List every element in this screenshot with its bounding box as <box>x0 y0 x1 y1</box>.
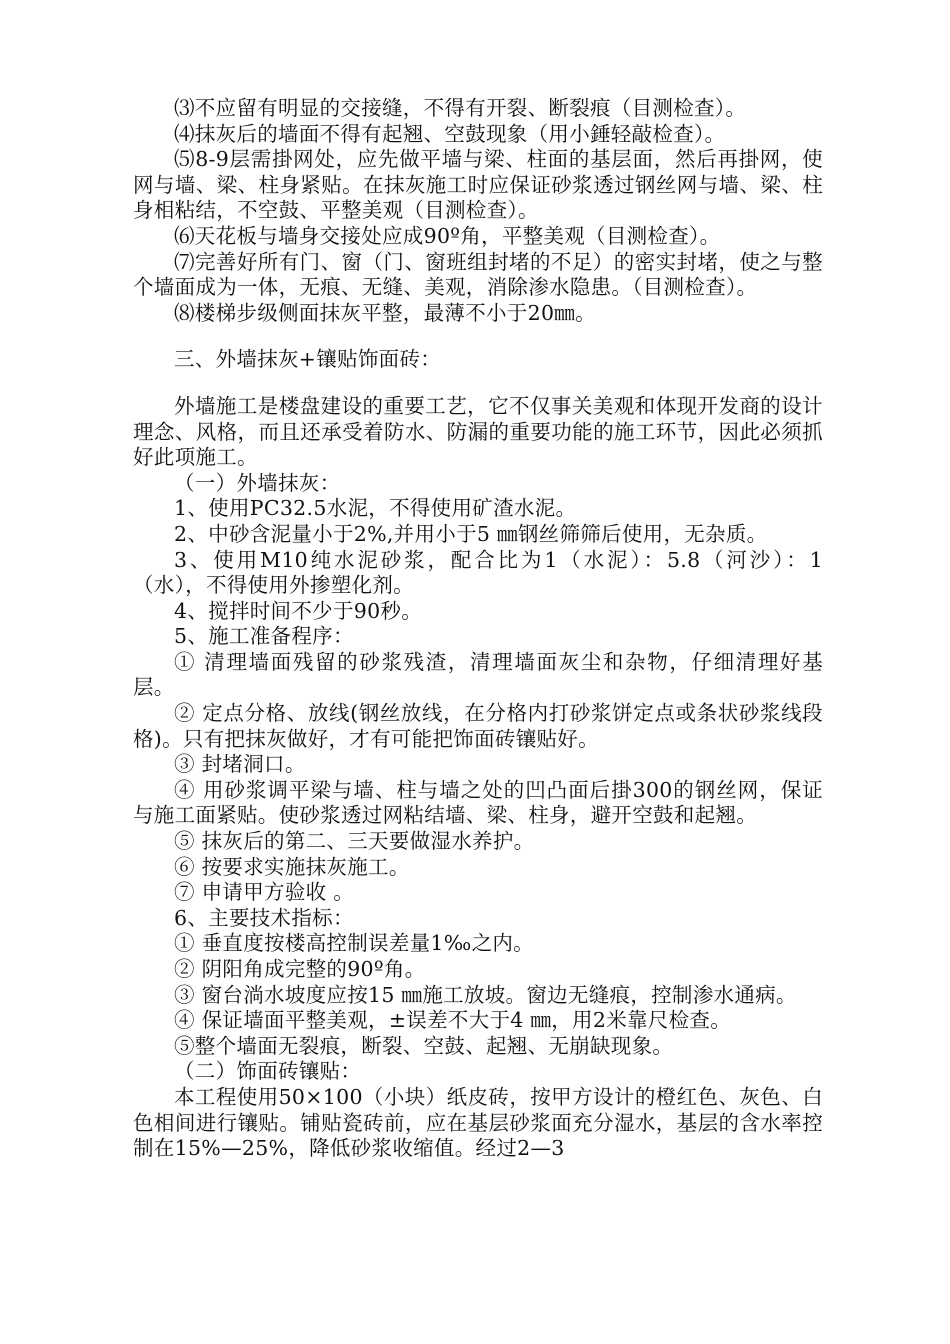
spec-item-1: ① 垂直度按楼高控制误差量1‰之内。 <box>174 931 534 956</box>
spec-item-5: ⑤整个墙面无裂痕，断裂、空鼓、起翘、无崩缺现象。 <box>174 1033 674 1058</box>
prep-step-5: ⑤ 抹灰后的第二、三天要做湿水养护。 <box>174 829 535 854</box>
document-body <box>133 96 823 1162</box>
numbered-item-5: 5、施工准备程序： <box>174 624 354 649</box>
intro-paragraph: 外墙施工是楼盘建设的重要工艺，它不仅事关美观和体现开发商的设计理念、风格，而且还承受着防水、防漏的重要功能的施工环节，因此必须抓好此项施工。 <box>133 393 823 470</box>
prep-step-1: ① 清理墙面残留的砂浆残渣，清理墙面灰尘和杂物，仔细清理好基层。 <box>133 649 823 700</box>
section-spacer <box>133 326 823 347</box>
prep-step-4: ④ 用砂浆调平梁与墙、柱与墙之处的凹凸面后掛300的钢丝网，保证与施工面紧贴。使砂浆透过网粘结墙、梁、柱身，避开空鼓和起翘。 <box>133 777 823 828</box>
subsection-heading-plastering: （一）外墙抹灰： <box>174 470 341 495</box>
prep-step-6: ⑥ 按要求实施抹灰施工。 <box>174 854 410 879</box>
paragraph-item-4: ⑷抹灰后的墙面不得有起翘、空鼓现象（用小錘轻敲检查）。 <box>174 121 726 146</box>
subsection-heading-tiling: （二）饰面砖镶贴： <box>174 1059 362 1084</box>
spec-item-3: ③ 窗台淌水坡度应按15 ㎜施工放坡。窗边无缝痕，控制渗水通病。 <box>174 982 797 1007</box>
numbered-item-4: 4、搅拌时间不少于90秒。 <box>174 598 423 623</box>
prep-step-3: ③ 封堵洞口。 <box>174 752 306 777</box>
numbered-item-1: 1、使用PC32.5水泥，不得使用矿渣水泥。 <box>174 496 577 521</box>
section-spacer <box>133 373 823 394</box>
section-heading-exterior-wall: 三、外墙抹灰+镶贴饰面砖： <box>174 347 442 372</box>
numbered-item-3: 3、使用M10纯水泥砂浆，配合比为1（水泥）：5.8（河沙）：1（水），不得使用外掺塑化剂。 <box>133 547 823 598</box>
tiling-paragraph: 本工程使用50×100（小块）纸皮砖，按甲方设计的橙红色、灰色、白色相间进行镶贴。铺贴瓷砖前，应在基层砂浆面充分湿水，基层的含水率控制在15%—25%，降低砂浆收缩值。经过2—3 <box>133 1084 823 1161</box>
prep-step-7: ⑦ 申请甲方验收 。 <box>174 880 355 905</box>
spec-item-4: ④ 保证墙面平整美观，±误差不大于4 ㎜，用2米靠尺检查。 <box>174 1008 731 1033</box>
paragraph-item-7: ⑺完善好所有门、窗（门、窗班组封堵的不足）的密实封堵，使之与整个墙面成为一体，无痕、无缝、美观，消除渗水隐患。（目测检查）。 <box>133 249 823 300</box>
spec-item-2: ② 阴阳角成完整的90º角。 <box>174 957 426 981</box>
paragraph-item-6: ⑹天花板与墙身交接处应成90º角，平整美观（目测检查）。 <box>174 223 721 248</box>
paragraph-item-5: ⑸8-9层需掛网处，应先做平墙与梁、柱面的基层面，然后再掛网，使网与墙、梁、柱身紧贴。在抹灰施工时应保证砂浆透过钢丝网与墙、梁、柱身相粘结，不空鼓、平整美观（目测检查）。 <box>133 147 823 223</box>
numbered-item-6: 6、主要技术指标： <box>174 905 354 930</box>
paragraph-item-8: ⑻楼梯步级侧面抹灰平整，最薄不小于20㎜。 <box>174 300 596 325</box>
paragraph-item-3: ⑶不应留有明显的交接缝，不得有开裂、断裂痕（目测检查）。 <box>174 96 747 120</box>
prep-step-2: ② 定点分格、放线(钢丝放线，在分格内打砂浆饼定点或条状砂浆线段格)。只有把抹灰做好，才有可能把饰面砖镶贴好。 <box>133 701 823 751</box>
numbered-item-2: 2、中砂含泥量小于2%,并用小于5 ㎜钢丝筛筛后使用，无杂质。 <box>174 521 768 546</box>
